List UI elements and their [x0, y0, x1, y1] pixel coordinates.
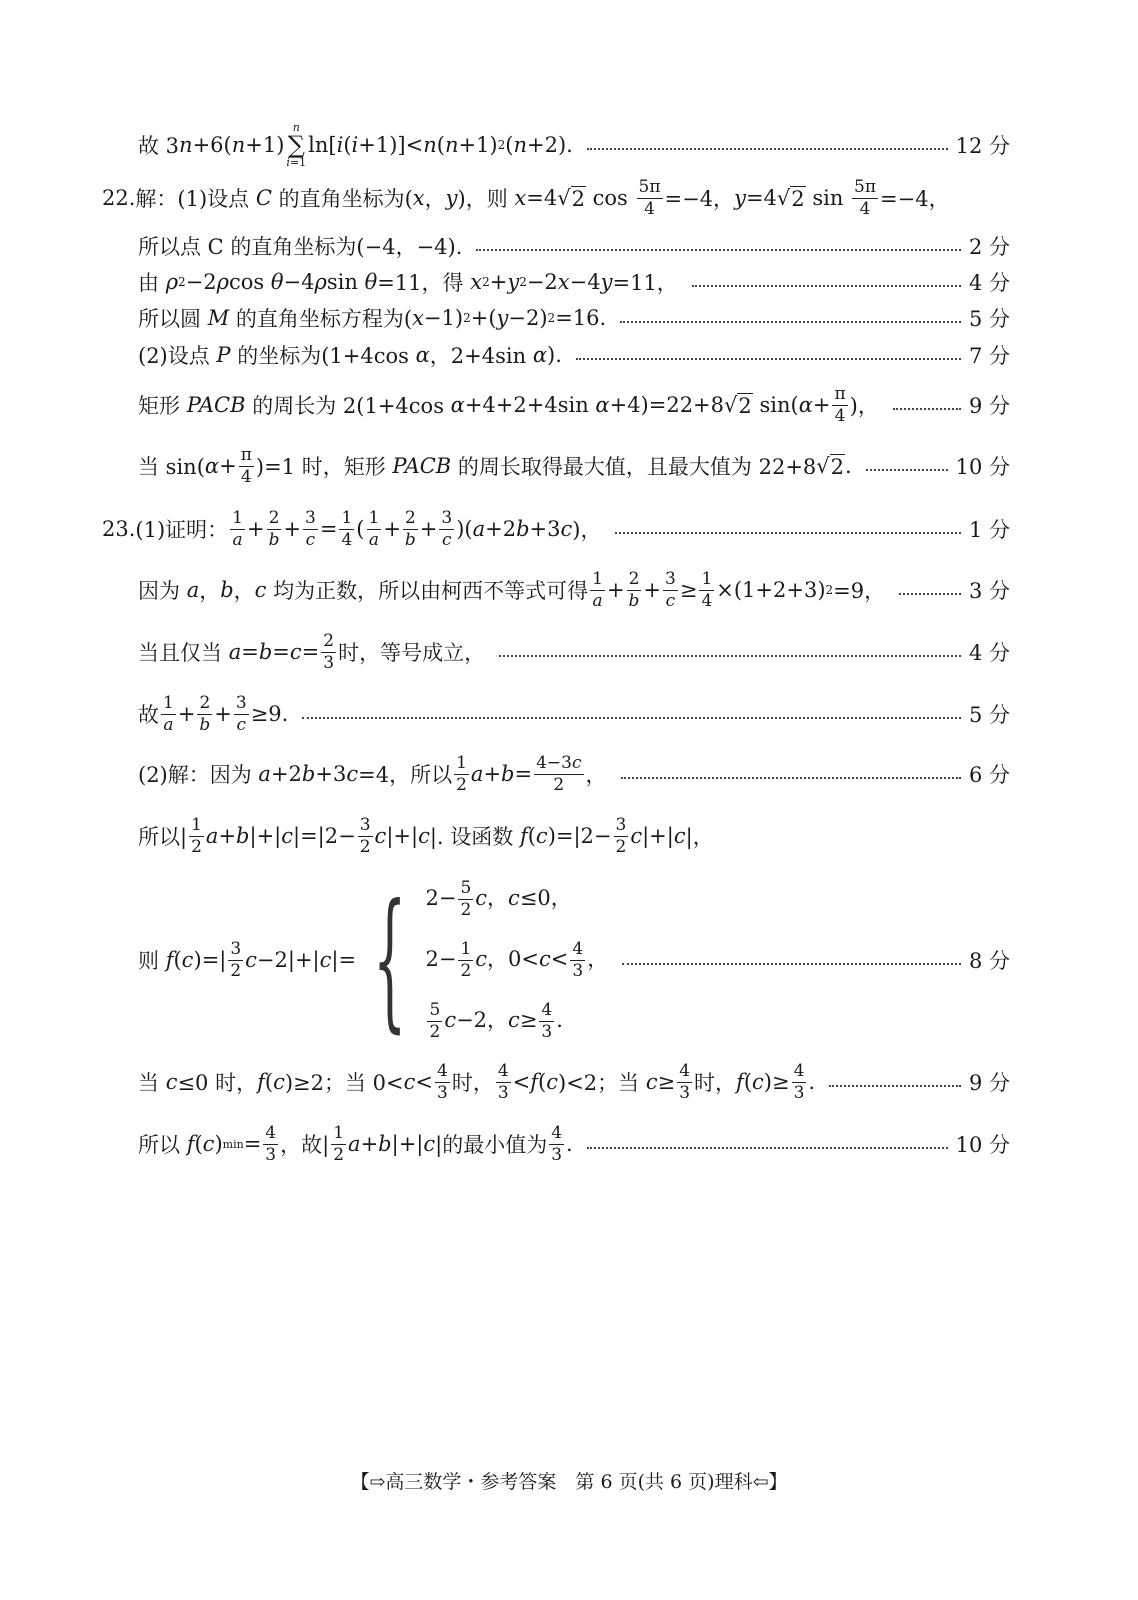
formula: 当 sin( α + $\frac{\pi}{4}$ )=1 时，矩形 PACB 的周长取得最大值，且最大值为 22+8 √ 2 . — [138, 444, 852, 487]
formula: 所以圆 M 的直角坐标方程为( x −1) 2 +( y −2) 2 =16. — [138, 306, 607, 331]
answer-line-1pt — [102, 505, 1010, 553]
dotted-leader — [576, 358, 961, 360]
case-1: 2− $\frac{5}{2}$ c，c≤0， — [425, 877, 572, 920]
dotted-leader — [829, 1085, 961, 1087]
answer-line-3pts — [138, 566, 1010, 614]
formula: 22. 解：(1)设点 C 的直角坐标为( x ， y )，则 x =4 √ 2 cos $\frac{5\pi}{4}$ =−4， y =4 √ 2 sin $\frac{5\pi}{4}$ =−4， — [102, 176, 950, 219]
score: 9 分 — [968, 1071, 1010, 1095]
score: 8 分 — [968, 949, 1010, 973]
answer-line-2pts — [138, 230, 1010, 262]
formula: 则 f ( c )=| $\frac{3}{2}$ c −2|+| c |= { 2− $\frac{5}{2}$ c，c≤0， 2− $\frac{1}{2}$ c，0<c< $\frac{4}{3}$ ， $\frac{5}{2}$ c−2，c≥ $\frac{4}{3}$ . — [138, 873, 609, 1047]
dotted-leader — [866, 469, 948, 471]
formula: (2)设点 P 的坐标为(1+4cos α ，2+4sin α ). — [138, 343, 562, 368]
dotted-leader — [621, 777, 961, 779]
formula: 由 ρ 2 −2 ρ cos θ −4 ρ sin θ =11，得 x 2 + y 2 −2 x −4 y =11， — [138, 270, 678, 295]
score: 6 分 — [968, 763, 1010, 787]
answer-line-8pts — [138, 870, 1010, 1050]
formula: 当 c ≤0 时， f ( c )≥2；当 0< c < $\frac{4}{3}$ 时， $\frac{4}{3}$ < f ( c )<2；当 c ≥ $\frac{4}{3}$ 时， f ( c )≥ $\frac{4}{3}$ . — [138, 1060, 816, 1103]
formula: 故 3 n +6( n +1) n ∑ i=1 ln[ i ( i +1)]< n ( n +1) 2 ( n +2). — [138, 121, 573, 169]
answer-line-10pts-b — [138, 1120, 1010, 1168]
formula: 故 $\frac{1}{a}$ + $\frac{2}{b}$ + $\frac{3}{c}$ ≥9. — [138, 692, 289, 735]
score: 4 分 — [968, 641, 1010, 665]
formula: 因为 a ， b ， c 均为正数，所以由柯西不等式可得 $\frac{1}{a}$ + $\frac{2}{b}$ + $\frac{3}{c}$ ≥ $\frac{1}{4}$ ×(1+2+3) 2 =9， — [138, 568, 886, 611]
answer-line-5pts-b — [138, 690, 1010, 738]
score: 10 分 — [955, 1133, 1010, 1157]
answer-line-12pts — [138, 121, 1010, 169]
score: 2 分 — [968, 235, 1010, 259]
dotted-leader — [893, 408, 961, 410]
formula: 所以 f ( c ) min = $\frac{4}{3}$ ，故| $\frac{1}{2}$ a + b |+| c |的最小值为 $\frac{4}{3}$ . — [138, 1122, 573, 1165]
text: 所以点 C 的直角坐标为(−4，−4). — [138, 235, 463, 259]
formula: 当且仅当 a = b = c = $\frac{2}{3}$ 时，等号成立， — [138, 630, 486, 673]
formula: (2)解：因为 a +2 b +3 c =4，所以 $\frac{1}{2}$ a + b = $\frac{4-3c}{2}$ ， — [138, 752, 607, 795]
answer-line-10pts — [138, 443, 1010, 489]
problem-number: 23. — [102, 517, 136, 541]
dotted-leader — [499, 655, 961, 657]
answer-line-4pts-b — [138, 628, 1010, 676]
score: 12 分 — [955, 134, 1010, 158]
formula: 23. (1)证明： $\frac{1}{a}$ + $\frac{2}{b}$ + $\frac{3}{c}$ = $\frac{1}{4}$ ( $\frac{1}{a}$ + $\frac{2}{b}$ + $\frac{3}{c}$ )( a +2 b +3 c )， — [102, 507, 602, 550]
case-3: $\frac{5}{2}$ c−2，c≥ $\frac{4}{3}$ . — [429, 999, 563, 1042]
page-footer: 【⇨高三数学・参考答案 第 6 页(共 6 页)理科⇦】 — [350, 1471, 788, 1493]
case-2: 2− $\frac{1}{2}$ c，0<c< $\frac{4}{3}$ ， — [425, 938, 609, 981]
dotted-leader — [615, 532, 960, 534]
score: 10 分 — [955, 455, 1010, 479]
left-brace: { — [373, 873, 407, 1047]
answer-line-7pts — [138, 339, 1010, 371]
answer-line-5pts — [138, 302, 1010, 334]
answer-line-4pts — [138, 266, 1010, 298]
formula: 矩形 PACB 的周长为 2(1+4cos α +4+2+4sin α +4)=22+8 √ 2 sin( α + $\frac{\pi}{4}$ )， — [138, 383, 879, 426]
score: 1 分 — [968, 518, 1010, 542]
dotted-leader — [587, 148, 948, 150]
answer-line-define-f — [138, 812, 1010, 860]
dotted-leader — [302, 717, 961, 719]
problem-22-intro — [102, 175, 1010, 221]
answer-line-9pts — [138, 382, 1010, 428]
dotted-leader — [620, 321, 961, 323]
answer-line-6pts — [138, 750, 1010, 798]
dotted-leader — [692, 285, 961, 287]
dotted-leader — [587, 1147, 948, 1149]
score: 7 分 — [968, 344, 1010, 368]
score: 5 分 — [968, 307, 1010, 331]
score: 9 分 — [968, 394, 1010, 418]
formula: 所以| $\frac{1}{2}$ a + b |+| c |=|2− $\frac{3}{2}$ c |+| c |. 设函数 f ( c )=|2− $\frac{3}{2}$ c |+| c |， — [138, 814, 714, 857]
dotted-leader — [622, 963, 961, 965]
score: 5 分 — [968, 703, 1010, 727]
dotted-leader — [476, 249, 961, 251]
score: 3 分 — [968, 579, 1010, 603]
dotted-leader — [899, 593, 961, 595]
score: 4 分 — [968, 271, 1010, 295]
problem-number: 22. — [102, 186, 136, 210]
answer-line-9pts-b — [138, 1058, 1010, 1106]
